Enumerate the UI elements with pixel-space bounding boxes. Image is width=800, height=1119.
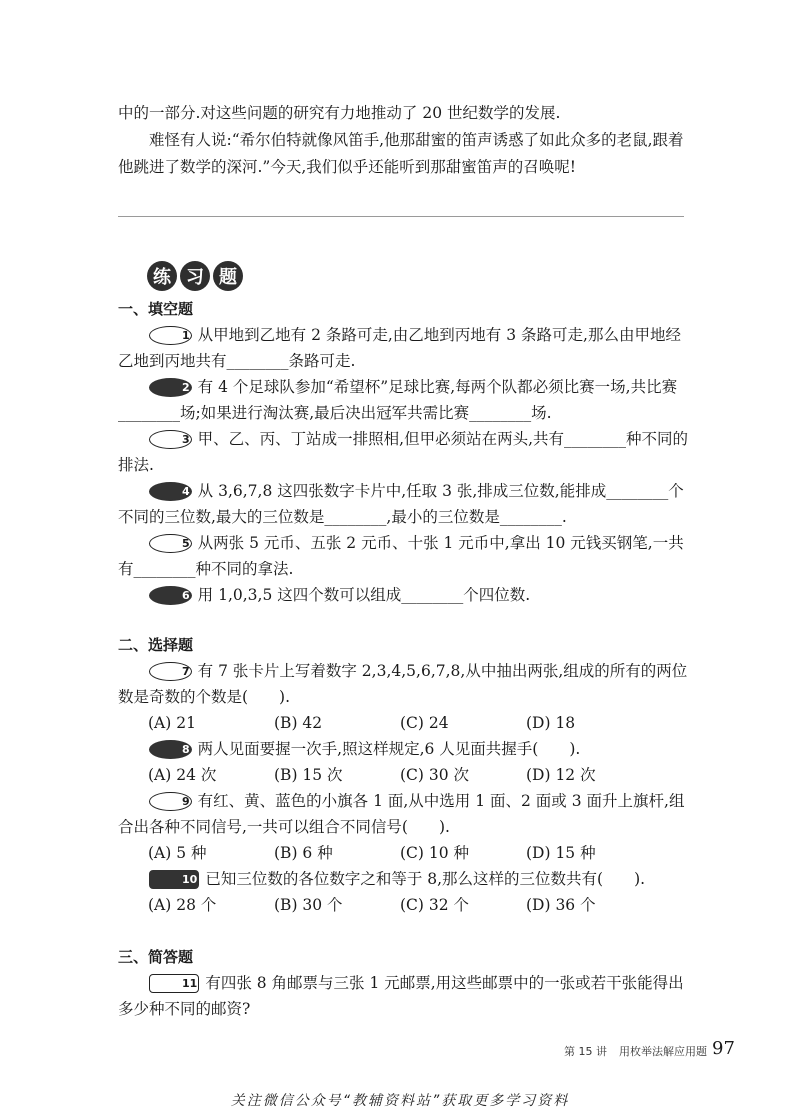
question-number: 8 (149, 740, 192, 759)
question-number: 3 (149, 430, 192, 449)
question-2 (118, 374, 688, 426)
option: (B) 15 次 (274, 766, 343, 784)
question-number: 7 (149, 662, 192, 681)
question-number: 10 (149, 870, 199, 889)
multiple-choice-section (118, 632, 688, 918)
question-text: 有 7 张卡片上写着数字 2,3,4,5,6,7,8,从中抽出两张,组成的所有的两位数是奇数的个数是( ). (118, 662, 688, 706)
question-11 (118, 970, 688, 1022)
question-text: 两人见面要握一次手,照这样规定,6 人见面共握手( ). (197, 740, 581, 758)
question-number: 2 (149, 378, 192, 397)
option: (A) 28 个 (148, 896, 217, 914)
question-text: 有红、黄、蓝色的小旗各 1 面,从中选用 1 面、2 面或 3 面升上旗杆,组合出各种不同信号,一共可以组合不同信号( ). (118, 792, 685, 836)
option: (A) 21 (148, 714, 196, 732)
question-4 (118, 478, 688, 530)
exercise-header (147, 261, 243, 291)
options-row (148, 840, 688, 866)
option: (B) 42 (274, 714, 323, 732)
option: (B) 6 种 (274, 844, 333, 862)
question-text: 有 4 个足球队参加“希望杯”足球比赛,每两个队都必须比赛一场,共比赛________场;如果进行淘汰赛,最后决出冠军共需比赛________场. (118, 378, 678, 422)
header-char: 练 (147, 261, 177, 291)
option: (A) 24 次 (148, 766, 217, 784)
section-title: 三、简答题 (118, 948, 194, 966)
question-text: 有四张 8 角邮票与三张 1 元邮票,用这些邮票中的一张或若干张能得出多少种不同的邮资? (118, 974, 684, 1018)
options-row (148, 710, 688, 736)
option: (D) 18 (526, 714, 576, 732)
question-text: 已知三位数的各位数字之和等于 8,那么这样的三位数共有( ). (205, 870, 646, 888)
option: (B) 30 个 (274, 896, 343, 914)
intro-text (118, 100, 688, 181)
option: (D) 12 次 (526, 766, 596, 784)
fill-in-section (118, 296, 688, 608)
short-answer-section (118, 944, 688, 1022)
watermark-text: 关注微信公众号“教辅资料站”获取更多学习资料 (230, 1093, 570, 1109)
question-10 (118, 866, 688, 892)
option: (C) 32 个 (400, 896, 470, 914)
question-number: 4 (149, 482, 192, 501)
question-6 (118, 582, 688, 608)
intro-paragraph: 难怪有人说:“希尔伯特就像风笛手,他那甜蜜的笛声诱惑了如此众多的老鼠,跟着他跳进了数学的深河.”今天,我们似乎还能听到那甜蜜笛声的召唤呢! (118, 131, 684, 176)
question-text: 甲、乙、丙、丁站成一排照相,但甲必须站在两头,共有________种不同的排法. (118, 430, 689, 474)
page-footer (564, 1043, 707, 1059)
question-8 (118, 736, 688, 762)
question-7 (118, 658, 688, 710)
options-row (148, 892, 688, 918)
question-number: 1 (149, 326, 192, 345)
question-number: 11 (149, 974, 199, 993)
option: (C) 30 次 (400, 766, 470, 784)
question-9 (118, 788, 688, 840)
option: (D) 36 个 (526, 896, 596, 914)
option: (C) 24 (400, 714, 449, 732)
option: (A) 5 种 (148, 844, 207, 862)
section-title: 一、填空题 (118, 300, 194, 318)
question-text: 从两张 5 元币、五张 2 元币、十张 1 元币中,拿出 10 元钱买钢笔,一共有________种不同的拿法. (118, 534, 684, 578)
question-number: 6 (149, 586, 192, 605)
question-text: 用 1,0,3,5 这四个数可以组成________个四位数. (197, 586, 531, 604)
intro-line: 中的一部分.对这些问题的研究有力地推动了 20 世纪数学的发展. (118, 104, 561, 122)
question-text: 从甲地到乙地有 2 条路可走,由乙地到丙地有 3 条路可走,那么由甲地经乙地到丙地共有________条路可走. (118, 326, 681, 370)
question-3 (118, 426, 688, 478)
section-title: 二、选择题 (118, 636, 194, 654)
divider-line (118, 216, 684, 217)
question-1 (118, 322, 688, 374)
question-5 (118, 530, 688, 582)
question-text: 从 3,6,7,8 这四张数字卡片中,任取 3 张,排成三位数,能排成________个不同的三位数,最大的三位数是________,最小的三位数是________. (118, 482, 684, 526)
lecture-topic: 用枚举法解应用题 (619, 1045, 707, 1058)
option: (C) 10 种 (400, 844, 470, 862)
option: (D) 15 种 (526, 844, 596, 862)
header-char: 习 (180, 261, 210, 291)
question-number: 9 (149, 792, 192, 811)
lecture-label: 第 15 讲 (564, 1045, 607, 1058)
options-row (148, 762, 688, 788)
question-number: 5 (149, 534, 192, 553)
header-char: 题 (213, 261, 243, 291)
page-number: 97 (712, 1038, 735, 1059)
